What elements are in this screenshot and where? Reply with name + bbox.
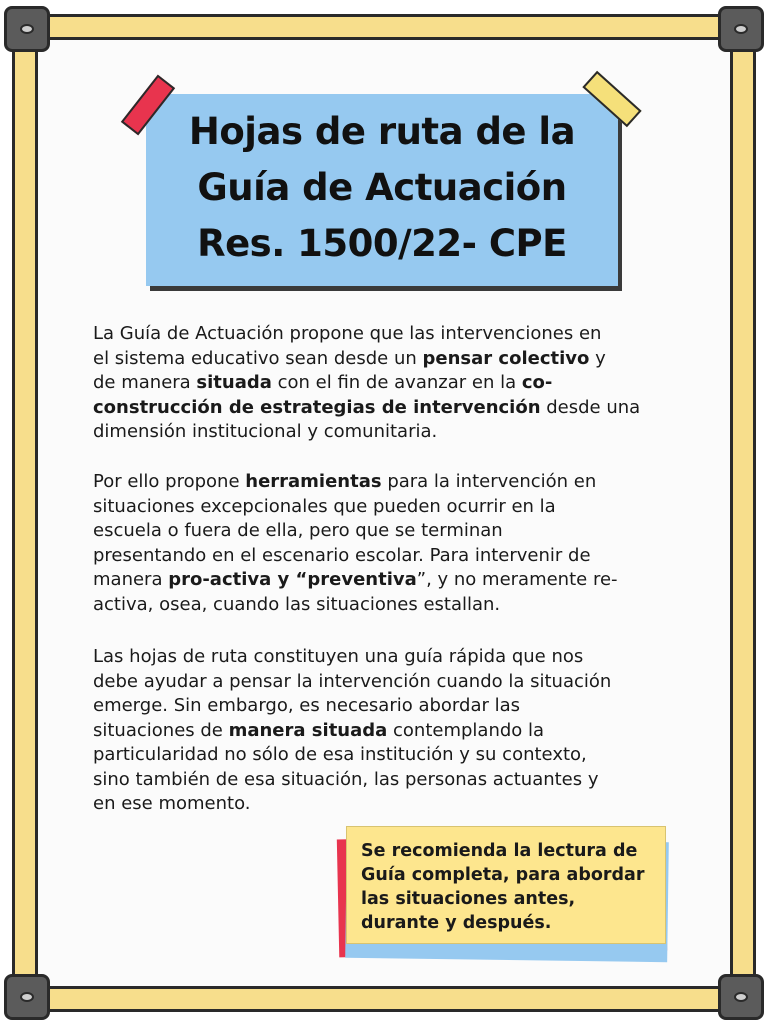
note-line: Se recomienda la lectura de <box>361 841 638 861</box>
text-line <box>93 719 683 744</box>
text-line <box>93 420 683 445</box>
bold-text-run: construcción de estrategias de intervención <box>93 396 541 418</box>
corner-bracket-top-right <box>718 6 764 52</box>
page-title <box>146 104 618 272</box>
frame-top-bar <box>26 14 742 40</box>
bold-text-run: situada <box>196 372 272 393</box>
title-line: Res. 1500/22- CPE <box>197 222 567 265</box>
text-run: situaciones de <box>93 719 229 741</box>
text-run: debe ayudar a pensar la intervención cuando la situación <box>93 670 612 692</box>
text-run: para la intervención en <box>381 471 597 492</box>
text-run: ”, y no meramente re- <box>416 569 618 590</box>
text-run: Las hojas de ruta constituyen una guía rápida que nos <box>93 646 584 667</box>
text-line <box>93 347 683 372</box>
text-line <box>93 519 683 544</box>
text-line <box>93 470 683 495</box>
text-run: activa, osea, cuando las situaciones estallan. <box>93 593 501 615</box>
text-line <box>93 593 683 618</box>
text-run: sino también de esa situación, las personas actuantes y <box>93 768 599 790</box>
text-line <box>93 568 683 593</box>
paragraph-intro <box>93 322 683 445</box>
text-run: contemplando la <box>387 719 545 741</box>
bold-text-run: co- <box>521 372 553 393</box>
text-run: manera <box>93 569 169 590</box>
corner-bracket-bottom-left <box>4 974 50 1020</box>
note-text <box>361 839 645 935</box>
text-line <box>93 694 683 719</box>
text-line <box>93 371 683 396</box>
text-run: escuela o fuera de ella, pero que se terminan <box>93 520 503 541</box>
title-line: Hojas de ruta de la <box>188 110 576 153</box>
note-line: Guía completa, para abordar <box>361 865 645 885</box>
text-run: situaciones excepcionales que pueden ocurrir en la <box>93 495 556 517</box>
bold-text-run: pensar colectivo <box>422 347 590 369</box>
text-line <box>93 396 683 421</box>
corner-bracket-top-left <box>4 6 50 52</box>
frame-left-bar <box>12 28 38 996</box>
text-line <box>93 322 683 347</box>
text-run: Por ello propone <box>93 471 246 492</box>
corner-bracket-bottom-right <box>718 974 764 1020</box>
title-line: Guía de Actuación <box>197 166 567 209</box>
text-line <box>93 743 683 768</box>
text-run: presentando en el escenario escolar. Para intervenir de <box>93 544 591 566</box>
text-line <box>93 645 683 670</box>
text-run: el sistema educativo sean desde un <box>93 347 423 369</box>
bold-text-run: herramientas <box>245 471 382 492</box>
bold-text-run: manera situada <box>228 719 388 741</box>
text-run: dimensión institucional y comunitaria. <box>93 421 438 442</box>
frame-right-bar <box>730 28 756 996</box>
text-line <box>93 792 683 817</box>
text-line <box>93 670 683 695</box>
note-line: las situaciones antes, <box>361 889 576 909</box>
text-run: con el fin de avanzar en la <box>271 372 522 393</box>
paragraph-roadmaps <box>93 645 683 817</box>
text-run: La Guía de Actuación propone que las intervenciones en <box>93 323 602 344</box>
text-run: desde una <box>540 396 641 418</box>
text-run: particularidad no sólo de esa institución y su contexto, <box>93 744 587 765</box>
text-line <box>93 495 683 520</box>
text-line <box>93 544 683 569</box>
bold-text-run: pro-activa y “preventiva <box>168 569 417 590</box>
text-run: de manera <box>93 372 197 393</box>
frame-bottom-bar <box>26 986 742 1012</box>
text-run: emerge. Sin embargo, es necesario abordar las <box>93 695 521 716</box>
title-card <box>146 94 618 286</box>
note-line: durante y después. <box>361 913 552 933</box>
recommendation-note <box>340 826 670 964</box>
text-run: y <box>589 347 606 369</box>
text-run: en ese momento. <box>93 793 251 814</box>
note-card <box>346 826 666 944</box>
paragraph-tools <box>93 470 683 617</box>
text-line <box>93 768 683 793</box>
